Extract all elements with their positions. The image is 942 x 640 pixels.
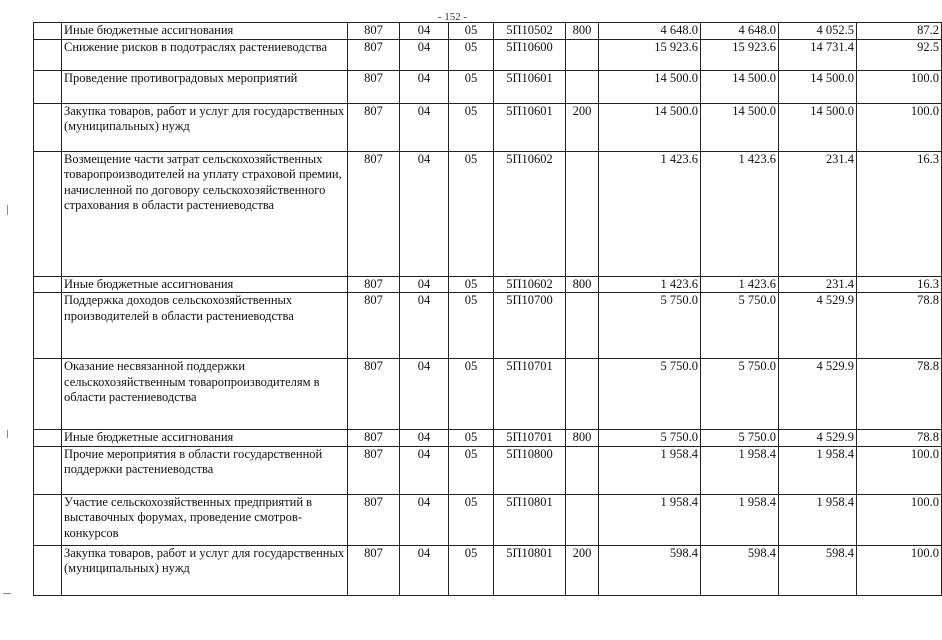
target-article-cell: 5П10801 [494, 494, 566, 545]
approved-plan-cell: 15 923.6 [599, 39, 701, 70]
subsection-code-cell: 05 [449, 103, 494, 151]
ministry-code-cell: 807 [348, 494, 400, 545]
budget-table [33, 22, 942, 596]
refined-plan-cell: 5 750.0 [701, 293, 779, 359]
expense-type-cell [566, 39, 599, 70]
row-name-cell: Закупка товаров, работ и услуг для государственных (муниципальных) нужд [62, 103, 348, 151]
ministry-code-cell: 807 [348, 545, 400, 595]
table-row [34, 359, 942, 430]
expense-type-cell: 800 [566, 23, 599, 40]
section-code-cell: 04 [400, 39, 449, 70]
execution-percent-cell: 78.8 [857, 359, 942, 430]
table-row [34, 70, 942, 103]
row-name-cell: Снижение рисков в подотраслях растениеводства [62, 39, 348, 70]
expense-type-cell [566, 446, 599, 494]
row-name-cell: Иные бюджетные ассигнования [62, 276, 348, 293]
section-code-cell: 04 [400, 276, 449, 293]
execution-percent-cell: 92.5 [857, 39, 942, 70]
row-gutter-cell [34, 545, 62, 595]
approved-plan-cell: 5 750.0 [599, 293, 701, 359]
expense-type-cell [566, 151, 599, 276]
refined-plan-cell: 15 923.6 [701, 39, 779, 70]
section-code-cell: 04 [400, 359, 449, 430]
row-gutter-cell [34, 103, 62, 151]
ministry-code-cell: 807 [348, 446, 400, 494]
row-gutter-cell [34, 494, 62, 545]
expense-type-cell: 200 [566, 545, 599, 595]
ministry-code-cell: 807 [348, 39, 400, 70]
approved-plan-cell: 4 648.0 [599, 23, 701, 40]
target-article-cell: 5П10701 [494, 359, 566, 430]
execution-cell: 4 529.9 [779, 293, 857, 359]
table-row [34, 494, 942, 545]
execution-cell: 598.4 [779, 545, 857, 595]
refined-plan-cell: 4 648.0 [701, 23, 779, 40]
row-gutter-cell [34, 39, 62, 70]
row-name-cell: Проведение противоградовых мероприятий [62, 70, 348, 103]
table-row [34, 545, 942, 595]
table-row [34, 103, 942, 151]
ministry-code-cell: 807 [348, 70, 400, 103]
table-row [34, 293, 942, 359]
row-name-cell: Оказание несвязанной поддержки сельскохозяйственным товаропроизводителям в области растениеводства [62, 359, 348, 430]
table-row [34, 430, 942, 447]
approved-plan-cell: 1 958.4 [599, 446, 701, 494]
execution-percent-cell: 100.0 [857, 103, 942, 151]
table-row [34, 39, 942, 70]
execution-percent-cell: 78.8 [857, 293, 942, 359]
refined-plan-cell: 5 750.0 [701, 359, 779, 430]
row-name-cell: Возмещение части затрат сельскохозяйственных товаропроизводителей на уплату страховой премии, начисленной по договору сельскохозяйственного страхования в области растениеводства [62, 151, 348, 276]
execution-cell: 1 958.4 [779, 494, 857, 545]
target-article-cell: 5П10602 [494, 151, 566, 276]
row-gutter-cell [34, 446, 62, 494]
target-article-cell: 5П10502 [494, 23, 566, 40]
budget-table-body [34, 23, 942, 596]
table-row [34, 276, 942, 293]
approved-plan-cell: 598.4 [599, 545, 701, 595]
row-gutter-cell [34, 430, 62, 447]
row-gutter-cell [34, 151, 62, 276]
refined-plan-cell: 14 500.0 [701, 70, 779, 103]
subsection-code-cell: 05 [449, 494, 494, 545]
table-row [34, 151, 942, 276]
subsection-code-cell: 05 [449, 293, 494, 359]
margin-mark [7, 430, 8, 438]
section-code-cell: 04 [400, 545, 449, 595]
subsection-code-cell: 05 [449, 23, 494, 40]
ministry-code-cell: 807 [348, 103, 400, 151]
execution-percent-cell: 100.0 [857, 545, 942, 595]
expense-type-cell [566, 70, 599, 103]
execution-cell: 231.4 [779, 151, 857, 276]
target-article-cell: 5П10700 [494, 293, 566, 359]
expense-type-cell: 200 [566, 103, 599, 151]
execution-percent-cell: 16.3 [857, 151, 942, 276]
expense-type-cell [566, 293, 599, 359]
refined-plan-cell: 1 958.4 [701, 446, 779, 494]
table-row [34, 446, 942, 494]
section-code-cell: 04 [400, 494, 449, 545]
table-row [34, 23, 942, 40]
target-article-cell: 5П10600 [494, 39, 566, 70]
execution-percent-cell: 78.8 [857, 430, 942, 447]
budget-table-wrapper [33, 22, 939, 596]
subsection-code-cell: 05 [449, 39, 494, 70]
section-code-cell: 04 [400, 23, 449, 40]
target-article-cell: 5П10601 [494, 103, 566, 151]
ministry-code-cell: 807 [348, 359, 400, 430]
execution-percent-cell: 16.3 [857, 276, 942, 293]
subsection-code-cell: 05 [449, 446, 494, 494]
ministry-code-cell: 807 [348, 151, 400, 276]
ministry-code-cell: 807 [348, 276, 400, 293]
approved-plan-cell: 5 750.0 [599, 359, 701, 430]
approved-plan-cell: 5 750.0 [599, 430, 701, 447]
row-gutter-cell [34, 70, 62, 103]
subsection-code-cell: 05 [449, 545, 494, 595]
section-code-cell: 04 [400, 151, 449, 276]
margin-mark [3, 593, 11, 594]
refined-plan-cell: 5 750.0 [701, 430, 779, 447]
page-number: - 152 - [437, 11, 468, 23]
execution-percent-cell: 87.2 [857, 23, 942, 40]
subsection-code-cell: 05 [449, 151, 494, 276]
refined-plan-cell: 1 423.6 [701, 276, 779, 293]
row-gutter-cell [34, 293, 62, 359]
row-gutter-cell [34, 23, 62, 40]
approved-plan-cell: 14 500.0 [599, 70, 701, 103]
refined-plan-cell: 598.4 [701, 545, 779, 595]
approved-plan-cell: 1 958.4 [599, 494, 701, 545]
subsection-code-cell: 05 [449, 359, 494, 430]
expense-type-cell: 800 [566, 430, 599, 447]
approved-plan-cell: 1 423.6 [599, 276, 701, 293]
ministry-code-cell: 807 [348, 293, 400, 359]
ministry-code-cell: 807 [348, 430, 400, 447]
row-gutter-cell [34, 359, 62, 430]
expense-type-cell [566, 359, 599, 430]
ministry-code-cell: 807 [348, 23, 400, 40]
execution-cell: 4 052.5 [779, 23, 857, 40]
refined-plan-cell: 14 500.0 [701, 103, 779, 151]
subsection-code-cell: 05 [449, 70, 494, 103]
target-article-cell: 5П10602 [494, 276, 566, 293]
target-article-cell: 5П10800 [494, 446, 566, 494]
execution-cell: 4 529.9 [779, 430, 857, 447]
execution-cell: 14 500.0 [779, 70, 857, 103]
row-name-cell: Закупка товаров, работ и услуг для государственных (муниципальных) нужд [62, 545, 348, 595]
execution-percent-cell: 100.0 [857, 70, 942, 103]
execution-cell: 231.4 [779, 276, 857, 293]
expense-type-cell [566, 494, 599, 545]
section-code-cell: 04 [400, 430, 449, 447]
row-name-cell: Поддержка доходов сельскохозяйственных производителей в области растениеводства [62, 293, 348, 359]
section-code-cell: 04 [400, 446, 449, 494]
target-article-cell: 5П10801 [494, 545, 566, 595]
approved-plan-cell: 14 500.0 [599, 103, 701, 151]
execution-cell: 4 529.9 [779, 359, 857, 430]
refined-plan-cell: 1 423.6 [701, 151, 779, 276]
expense-type-cell: 800 [566, 276, 599, 293]
subsection-code-cell: 05 [449, 276, 494, 293]
section-code-cell: 04 [400, 293, 449, 359]
execution-percent-cell: 100.0 [857, 446, 942, 494]
subsection-code-cell: 05 [449, 430, 494, 447]
target-article-cell: 5П10601 [494, 70, 566, 103]
row-name-cell: Прочие мероприятия в области государственной поддержки растениеводства [62, 446, 348, 494]
target-article-cell: 5П10701 [494, 430, 566, 447]
refined-plan-cell: 1 958.4 [701, 494, 779, 545]
execution-cell: 1 958.4 [779, 446, 857, 494]
execution-cell: 14 731.4 [779, 39, 857, 70]
row-gutter-cell [34, 276, 62, 293]
section-code-cell: 04 [400, 70, 449, 103]
approved-plan-cell: 1 423.6 [599, 151, 701, 276]
margin-mark [7, 205, 8, 215]
row-name-cell: Участие сельскохозяйственных предприятий в выставочных форумах, проведение смотров-конкурсов [62, 494, 348, 545]
row-name-cell: Иные бюджетные ассигнования [62, 23, 348, 40]
execution-percent-cell: 100.0 [857, 494, 942, 545]
section-code-cell: 04 [400, 103, 449, 151]
row-name-cell: Иные бюджетные ассигнования [62, 430, 348, 447]
execution-cell: 14 500.0 [779, 103, 857, 151]
